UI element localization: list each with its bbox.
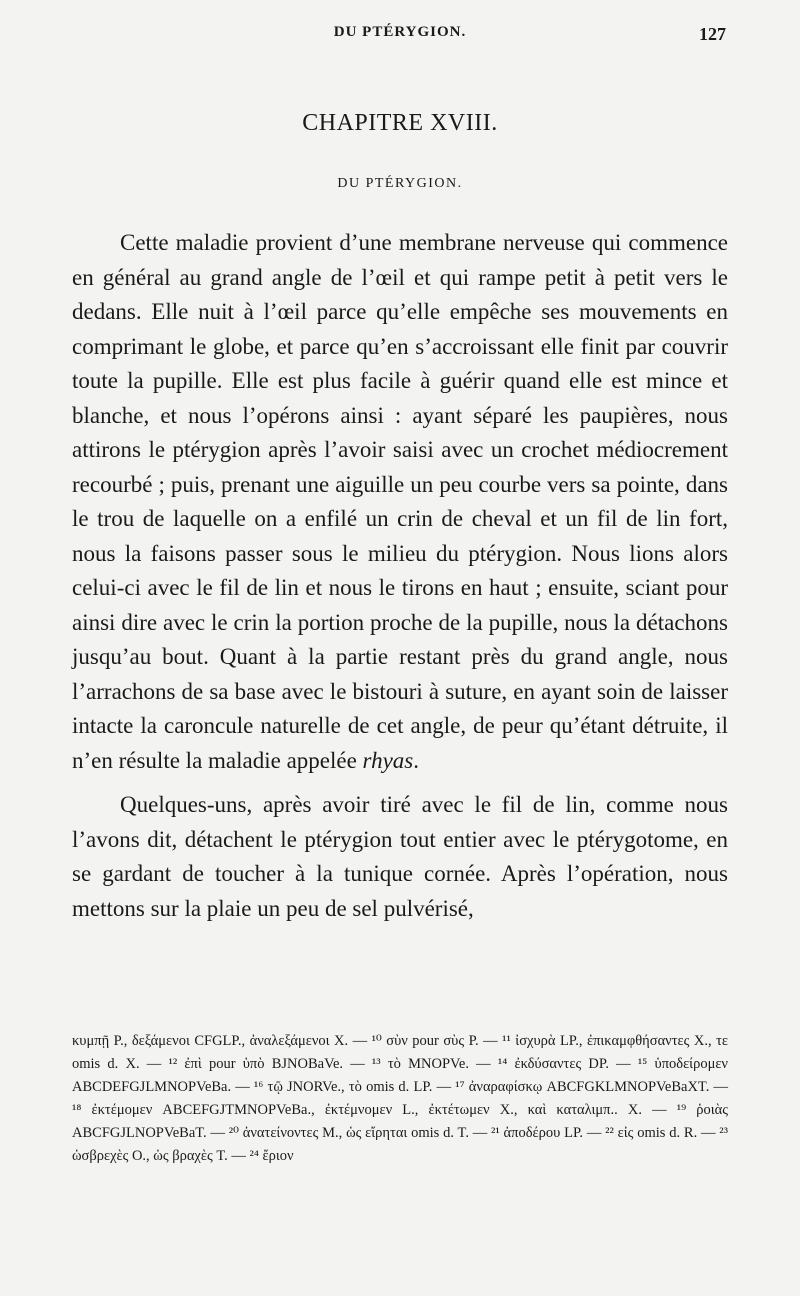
running-title: DU PTÉRYGION. xyxy=(333,24,467,40)
paragraph-1-text: Cette maladie provient d’une membrane nerveuse qui commence en général au grand angle de l’œil et qui rampe petit à petit vers le dedans. Elle nuit à l’œil parce qu’elle empêche ses mouvements en comprimant le globe, et parce qu’en s’accroissant elle finit par couvrir toute la pupille. Elle est plus facile à guérir quand elle est mince et blanche, et nous l’opérons ainsi : ayant séparé les paupières, nous attirons le ptérygion après l’avoir saisi avec un crochet médiocrement recourbé ; puis, prenant une aiguille un peu courbe vers sa pointe, dans le trou de laquelle on a enfilé un crin de cheval et un fil de lin fort, nous la faisons passer sous le milieu du ptérygion. Nous lions alors celui-ci avec le fil de lin et nous le tirons en haut ; ensuite, sciant pour ainsi dire avec le crin la portion proche de la pupille, nous la détachons jusqu’au bout. Quant à la partie restant près du grand angle, nous l’arrachons de sa base avec le bistouri à suture, en ayant soin de laisser intacte la caroncule naturelle de cet angle, de peur qu’étant détruite, il n’en résulte la maladie appelée xyxy=(72,230,728,773)
section-title: DU PTÉRYGION. xyxy=(337,176,463,191)
paragraph-1-italic-term: rhyas xyxy=(362,747,414,773)
paragraph-2: Quelques-uns, après avoir tiré avec le fil de lin, comme nous l’avons dit, détachent le ptérygion tout entier avec le ptérygotome, en se gardant de toucher à la tunique cornée. Après l’opération, nous mettons sur la plaie un peu de sel pulvérisé, xyxy=(72,792,728,921)
paragraph-1-period: . xyxy=(413,747,419,773)
running-head xyxy=(72,24,728,54)
chapter-title: CHAPITRE XVIII. xyxy=(302,110,498,136)
footnotes xyxy=(72,1030,728,1168)
paragraph-1 xyxy=(72,226,728,778)
page-number: 127 xyxy=(699,24,726,44)
body-text xyxy=(72,226,728,926)
footnotes-text: κυμπῇ P., δεξάμενοι CFGLP., ἀναλεξάμενοι X. — ¹⁰ σὺν pour σὺς P. — ¹¹ ἰσχυρὰ LP., ἐπικαμφθήσαντες X., τε omis d. X. — ¹² ἐπὶ pour ὑπὸ BJNOBaVe. — ¹³ τὸ MNOPVe. — ¹⁴ ἐκδύσαντες DP. — ¹⁵ ὑποδείρομεν ABCDEFGJLMNOPVeBa. — ¹⁶ τῷ JNORVe., τὸ omis d. LP. — ¹⁷ ἀναραφίσκῳ ABCFGKLMNOPVeBaXT. — ¹⁸ ἐκτέμομεν ABCEFGJTMNOPVeBa., ἐκτέμνομεν L., ἐκτέτωμεν X., καὶ καταλιμπ.. X. — ¹⁹ ῥοιὰς ABCFGJLNOPVeBaT. — ²⁰ ἀνατείνοντες M., ὡς εἴρηται omis d. T. — ²¹ ἀποδέρου LP. — ²² εἰς omis d. R. — ²³ ὡσβρεχὲς O., ὡς βραχὲς T. — ²⁴ ἔριον xyxy=(72,1033,728,1164)
